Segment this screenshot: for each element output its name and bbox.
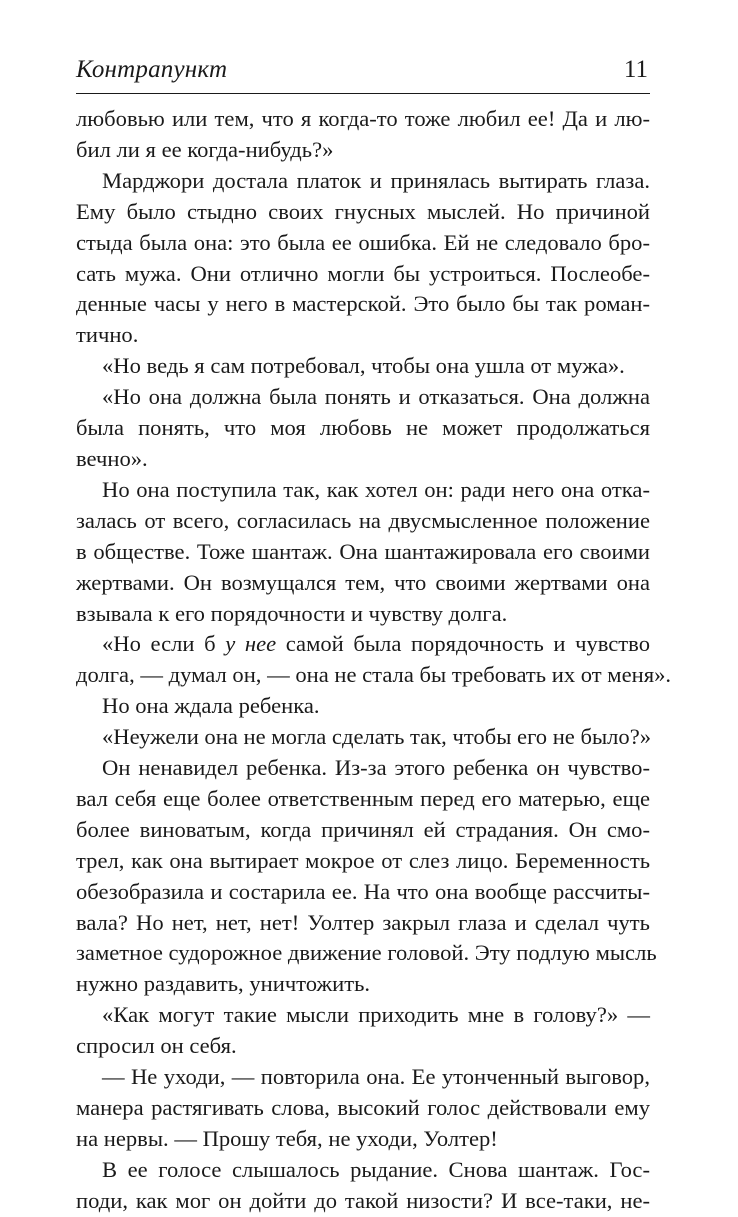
- text-line: заметное судорожное движение головой. Эту подлую мысль: [76, 940, 657, 966]
- text-line: Ему было стыдно своих гнусных мыслей. Но причиной: [76, 198, 650, 224]
- text-line: денные часы у него в мастерской. Это было бы так роман-: [76, 291, 650, 317]
- body-text: [76, 104, 672, 1217]
- header-rule: [76, 93, 650, 94]
- text-line: Но она поступила так, как хотел он: ради него она отка-: [102, 476, 650, 502]
- text-line: В ее голосе слышалось рыдание. Снова шантаж. Гос-: [102, 1156, 650, 1182]
- text-line: «Но она должна была понять и отказаться. Она должна: [102, 384, 650, 410]
- text-line: тично.: [76, 322, 139, 348]
- running-header: [76, 52, 650, 88]
- text-line: спросил он себя.: [76, 1033, 237, 1059]
- text-line: долга, — думал он, — она не стала бы требовать их от меня».: [76, 662, 672, 688]
- text-line: вал себя еще более ответственным перед его матерью, еще: [76, 785, 650, 811]
- text-line: бил ли я ее когда-нибудь?»: [76, 136, 334, 162]
- text-line: жертвами. Он возмущался тем, что своими жертвами она: [76, 569, 650, 595]
- text-line: нужно раздавить, уничтожить.: [76, 971, 371, 997]
- text-line: сать мужа. Они отлично могли бы устроиться. Послеобе-: [76, 260, 650, 286]
- text-line: взывала к его порядочности и чувству долга.: [76, 600, 508, 626]
- text-line: — Не уходи, — повторила она. Ее утонченный выговор,: [102, 1064, 650, 1090]
- text-line: «Но ведь я сам потребовал, чтобы она ушла от мужа».: [102, 353, 625, 379]
- text-line: Марджори достала платок и принялась вытирать глаза.: [102, 167, 650, 193]
- text-segment: «Но если б: [102, 631, 226, 657]
- text-line: [76, 629, 650, 660]
- text-line: «Неужели она не могла сделать так, чтобы его не было?»: [102, 724, 652, 750]
- text-line: обезобразила и состарила ее. На что она вообще рассчиты-: [76, 878, 650, 904]
- text-line: залась от всего, согласилась на двусмысленное положение: [76, 507, 650, 533]
- text-line: «Как могут такие мысли приходить мне в голову?» —: [102, 1002, 650, 1028]
- text-line: стыда была она: это была ее ошибка. Ей не следовало бро-: [76, 229, 650, 255]
- text-line: трел, как она вытирает мокрое от слез лицо. Беременность: [76, 847, 650, 873]
- text-line: в обществе. Тоже шантаж. Она шантажировала его своими: [76, 538, 650, 564]
- text-line: любовью или тем, что я когда-то тоже любил ее! Да и лю-: [76, 106, 650, 131]
- text-segment: самой была порядочность и чувство: [276, 631, 650, 657]
- text-line: более виноватым, когда причинял ей страдания. Он смо-: [76, 816, 650, 842]
- text-line: Но она ждала ребенка.: [102, 693, 320, 719]
- text-line: вала? Но нет, нет, нет! Уолтер закрыл глаза и сделал чуть: [76, 909, 650, 935]
- text-line: Он ненавидел ребенка. Из-за этого ребенка он чувство-: [102, 755, 650, 781]
- emphasis-text: у нее: [225, 631, 277, 657]
- text-line: манера растягивать слова, высокий голос действовали ему: [76, 1095, 650, 1120]
- text-line: была понять, что моя любовь не может продолжаться: [76, 415, 650, 441]
- text-line: поди, как мог он дойти до такой низости? И все-таки, не-: [76, 1187, 650, 1213]
- text-line: на нервы. — Прошу тебя, не уходи, Уолтер!: [76, 1125, 498, 1151]
- page-number: 11: [623, 56, 648, 83]
- running-title: Контрапункт: [76, 56, 228, 83]
- text-line: вечно».: [76, 445, 148, 471]
